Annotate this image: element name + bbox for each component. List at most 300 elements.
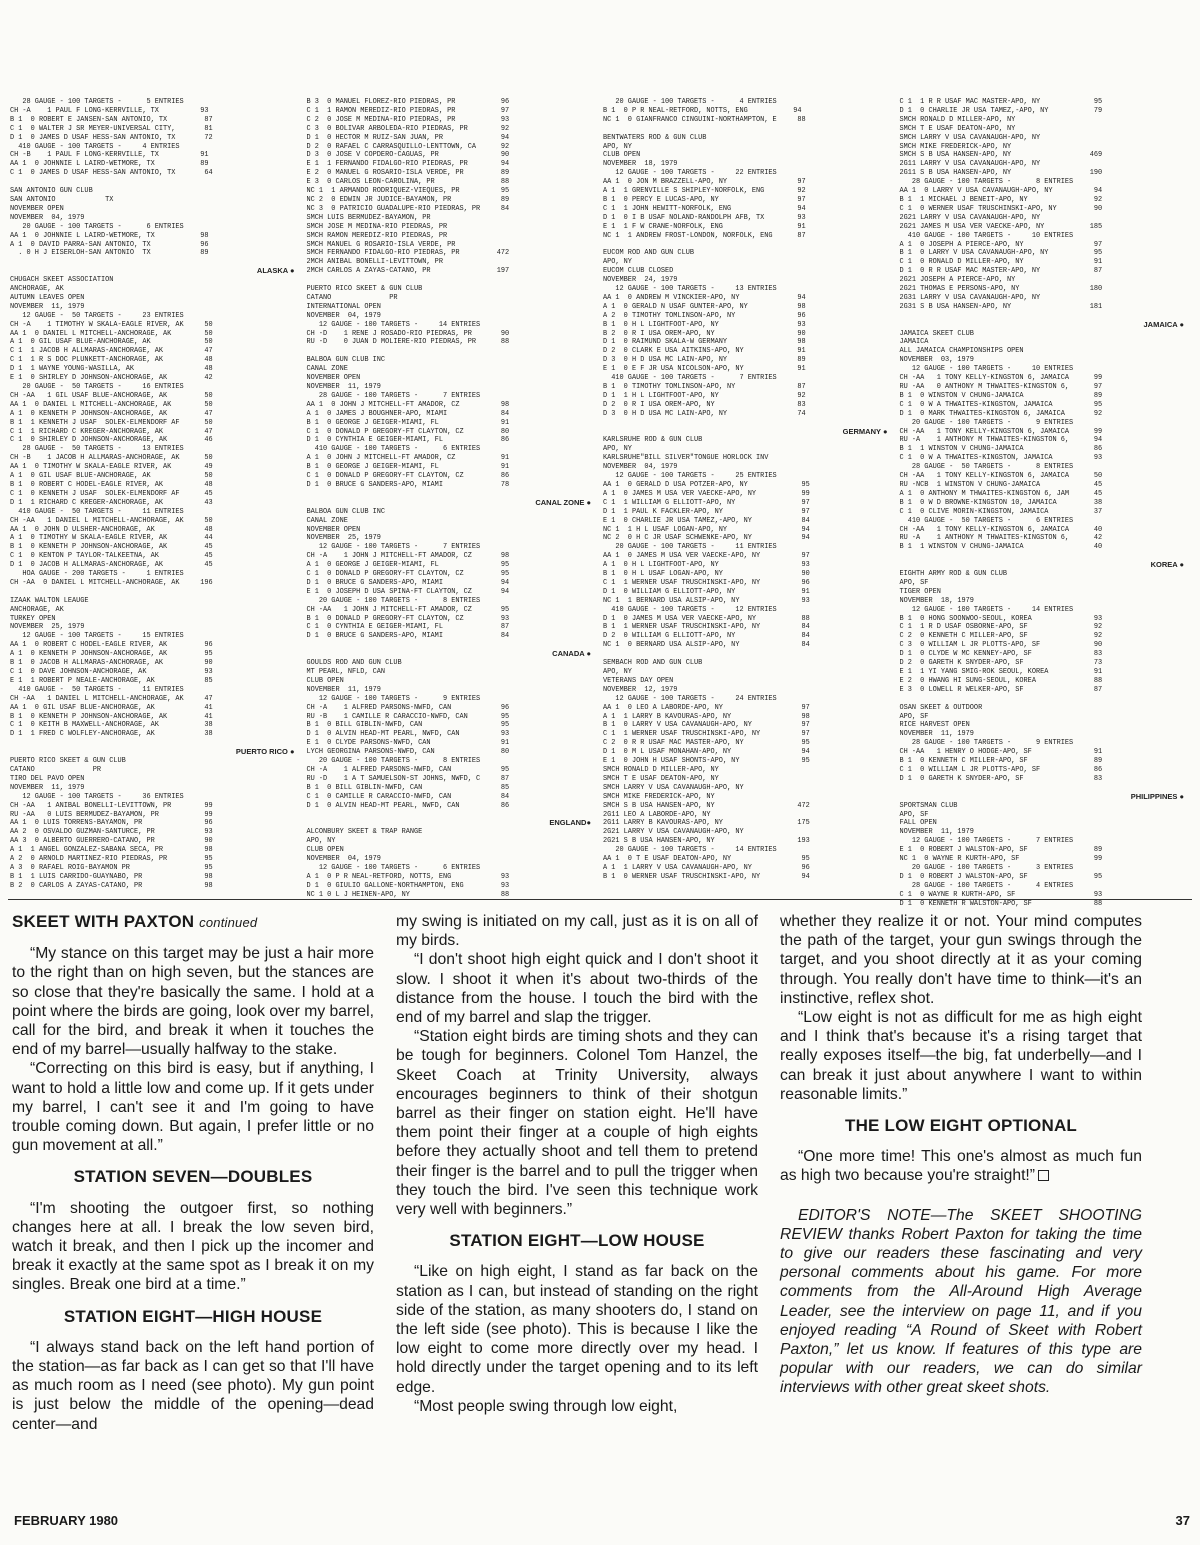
result-line: APO, NY xyxy=(603,445,632,454)
result-line: D 1 1 FRED C WOLFLEY-ANCHORAGE, AK 38 xyxy=(10,730,213,739)
result-line: E 1 0 CLYDE PARSONS-NWFD, CAN 91 xyxy=(306,739,510,748)
result-line: ANCHORAGE, AK xyxy=(10,605,64,614)
result-line: 2MCH ANIBAL BONELLI-LEVITTOWN, PR xyxy=(306,258,443,267)
result-line: D 1 0 HECTOR M RUIZ-SAN JUAN, PR 94 xyxy=(306,133,510,142)
result-line: INTERNATIONAL OPEN xyxy=(306,302,381,311)
result-line: D 3 0 JOSE V COPDERO-CAGUAS, PR 90 xyxy=(306,151,510,160)
result-line: A 1 0 GIL USAF BLUE-ANCHORAGE, AK 50 xyxy=(10,472,213,481)
result-line: NOVEMBER 04, 1979 xyxy=(306,311,381,320)
result-line: ALL JAMAICA CHAMPIONSHIPS OPEN xyxy=(899,347,1024,356)
result-line: 28 GAUGE - 100 TARGETS - 5 ENTRIES xyxy=(10,98,184,106)
result-line: KARLSRUHE"BILL SILVER"TONGUE HORLOCK INV xyxy=(603,454,769,463)
result-line: D 1 0 JAMES M USA VER VAECKE-APO, NY 88 xyxy=(603,614,810,623)
result-line: SMCH FERNANDO FIDALGO-RIO PIEDRAS, PR 472 xyxy=(306,249,510,258)
result-line: B 1 0 W D BROWNE-KINGSTON 10, JAMAICA 38 xyxy=(899,498,1103,507)
result-line: 2G31 S B USA HANSEN-APO, NY 181 xyxy=(899,302,1103,311)
result-line: NC 2 0 EDWIN JR JUDICE-BAYAMON, PR 89 xyxy=(306,195,510,204)
result-line: 12 GAUGE - 100 TARGETS - 10 ENTRIES xyxy=(899,365,1074,374)
result-line: 12 GAUGE - 100 TARGETS - 25 ENTRIES xyxy=(603,472,777,481)
result-line: E 3 0 LOWELL R WELKER-APO, SF 87 xyxy=(899,685,1103,694)
result-line: 410 GAUGE - 50 TARGETS - 11 ENTRIES xyxy=(10,685,184,694)
result-line: CH -A 1 ALFRED PARSONS-NWFD, CAN 95 xyxy=(306,765,510,774)
result-line: C 1 0 DONALD P GREGORY-FT CLAYTON, CZ 86 xyxy=(306,472,510,481)
result-line: RU -D 1 A T SAMUELSON-ST JOHNS, NWFD, C 87 xyxy=(306,774,510,783)
result-line: E 1 0 E F JR USA NICOLSON-APO, NY 91 xyxy=(603,365,806,374)
result-line: ANCHORAGE, AK xyxy=(10,285,64,294)
result-line: EIGHTH ARMY ROD & GUN CLUB xyxy=(899,570,1008,579)
result-line: CH -AA 1 DANIEL L MITCHELL-ANCHORAGE, AK 47 xyxy=(10,694,213,703)
article-column-1 xyxy=(12,912,374,1502)
result-line: C 1 0 CYNTHIA E GEIGER-MIAMI, FL 87 xyxy=(306,623,510,632)
result-line: APO, NY xyxy=(306,837,336,846)
result-line: 2MCH CARLOS A ZAYAS-CATANO, PR 197 xyxy=(306,267,510,276)
result-line: CH -A 1 JOHN J MITCHELL-FT AMADOR, CZ 98 xyxy=(306,552,510,561)
result-line: C 1 0 CLIVE MORIN-KINGSTON, JAMAICA 37 xyxy=(899,507,1103,516)
result-line: 2G21 THOMAS E PERSONS-APO, NY 180 xyxy=(899,285,1103,294)
paragraph: whether they realize it or not. Your mind computes the path of the target, your gun swings through the target, and you shoot directly at it as your coming through. You really don't have time to think—it's an instinctive, reflex shot. xyxy=(780,913,1142,1007)
result-line: SPORTSMAN CLUB xyxy=(899,801,958,810)
result-line: NC 1 0 WAYNE R KURTH-APO, SF 99 xyxy=(899,855,1103,864)
result-line: SMCH MANUEL G ROSARIO-ISLA VERDE, PR xyxy=(306,240,456,249)
result-line: VETERANS DAY OPEN xyxy=(603,676,674,685)
result-line: NOVEMBER 12, 1979 xyxy=(603,685,678,694)
article-title-text: SKEET WITH PAXTON xyxy=(12,912,195,931)
paragraph: “Most people swing through low eight, xyxy=(414,1397,678,1415)
result-line: RU -NCB 1 WINSTON V CHUNG-JAMAICA 45 xyxy=(899,480,1103,489)
result-line: APO, NY xyxy=(603,668,632,676)
paragraph: “I don't shoot high eight quick and I don't shoot it slow. I shoot it when it's about two-thirds of the distance from the house. I touch the bird with the end of my barrel and slap the trigger. xyxy=(396,951,758,1027)
result-line: NOVEMBER 25, 1979 xyxy=(10,623,85,632)
result-line: D 1 1 PAUL K FACKLER-APO, NY 97 xyxy=(603,507,810,516)
result-line: D 1 0 ALVIN HEAD-MT PEARL, NWFD, CAN 86 xyxy=(306,801,510,810)
result-line: A 1 0 JAMES J BOUGHNER-APO, MIAMI 84 xyxy=(306,409,510,418)
result-line: E 1 1 FERNANDO FIDALGO-RIO PIEDRAS, PR 94 xyxy=(306,160,510,169)
result-line: APO, NY xyxy=(603,142,632,151)
result-line: AA 1 0 JOHN J MITCHELL-FT AMADOR, CZ 98 xyxy=(306,400,510,409)
closing-quote: “One more time! This one's almost as much fun as high two because you're straight!” xyxy=(780,1148,1142,1185)
result-line: A 1 1 ANGEL GONZALEZ-SABANA SECA, PR 98 xyxy=(10,846,213,855)
result-line: B 3 0 MANUEL FLOREZ-RIO PIEDRAS, PR 96 xyxy=(306,98,510,106)
result-line: NOVEMBER 11, 1979 xyxy=(899,730,974,739)
result-line: SMCH S B USA HANSEN-APO, NY 472 xyxy=(603,801,810,810)
result-line: SMCH RONALD D MILLER-APO, NY xyxy=(603,765,719,774)
result-line: C 1 0 KENTON P TAYLOR-TALKEETNA, AK 45 xyxy=(10,552,213,561)
result-line: B 1 0 ROBERT E JANSEN-SAN ANTONIO, TX 87 xyxy=(10,115,213,124)
result-line: C 3 0 BOLIVAR ARBOLEDA-RIO PIEDRAS, PR 92 xyxy=(306,124,510,133)
result-line: CH -AA 1 HENRY O HODGE-APO, SF 91 xyxy=(899,748,1103,757)
result-line: HOA GAUGE - 200 TARGETS - 1 ENTRIES xyxy=(10,570,184,579)
result-line: E 2 0 MANUEL G ROSARIO-ISLA VERDE, PR 89 xyxy=(306,169,510,178)
result-line: 410 GAUGE - 100 TARGETS - 4 ENTRIES xyxy=(10,142,180,151)
result-line: AA 1 0 DANIEL L MITCHELL-ANCHORAGE, AK 50 xyxy=(10,329,213,338)
result-line: D 2 0 RAFAEL C CARRASQUILLO-LENTTOWN, CA 92 xyxy=(306,142,510,151)
article-column-3 xyxy=(780,912,1142,1502)
result-line: AA 1 0 GIL USAF BLUE-ANCHORAGE, AK 41 xyxy=(10,703,213,712)
result-line: 28 GAUGE - 50 TARGETS - 8 ENTRIES xyxy=(899,463,1074,472)
result-line: AA 2 0 OSVALDO GUZMAN-SANTURCE, PR 93 xyxy=(10,828,213,837)
result-line: APO, SF xyxy=(899,578,929,587)
result-line: TIRO DEL PAVO OPEN xyxy=(10,774,85,783)
result-line: A 1 1 LARRY V USA CAVANAUGH-APO, NY 96 xyxy=(603,863,810,872)
result-line: D 1 0 WILLIAM G ELLIOTT-APO, NY 91 xyxy=(603,587,810,596)
result-line: C 1 1 WILLIAM G ELLIOTT-APO, NY 97 xyxy=(603,498,810,507)
result-line: 2G11 LARRY B KAVOURAS-APO, NY 175 xyxy=(603,819,810,828)
result-line: BENTWATERS ROD & GUN CLUB xyxy=(603,133,707,142)
result-line: 28 GAUGE - 100 TARGETS - 9 ENTRIES xyxy=(899,739,1074,748)
result-line: D 1 0 CYNTHIA E GEIGER-MIAMI, FL 86 xyxy=(306,436,510,445)
result-line: B 1 0 H L LIGHTFOOT-APO, NY 93 xyxy=(603,320,806,329)
result-line: 12 GAUGE - 100 TARGETS - 15 ENTRIES xyxy=(10,632,184,641)
result-line: B 1 0 WERNER USAF TRUSCHINSKI-APO, NY 94 xyxy=(603,872,810,881)
result-line: RU -A 1 ANTHONY M THWAITES-KINGSTON 6, 42 xyxy=(899,534,1103,543)
result-line: D 1 0 RAIMUND SKALA-W GERMANY 98 xyxy=(603,338,806,347)
result-line: JAMAICA SKEET CLUB xyxy=(899,329,974,338)
end-mark-icon xyxy=(1038,1170,1049,1181)
paragraph: “Station eight birds are timing shots and they can be tough for beginners. Colonel Tom Hanzel, the Skeet Coach at Trinity University, always encourages beginners to think of their shotgun barrel as their finger on station eight. He'll have them point their finger at a couple of high eights before they actually shoot and tell them to pretend their finger is the barrel and to pull the trigger when they touch the bird. I've seen this technique work very well with beginners.” xyxy=(396,1028,758,1219)
result-line: AUTUMN LEAVES OPEN xyxy=(10,293,85,302)
result-line: 410 GAUGE - 50 TARGETS - 6 ENTRIES xyxy=(899,516,1074,525)
result-line: SEMBACH ROD AND GUN CLUB xyxy=(603,659,703,668)
result-line: B 1 0 TIMOTHY TOMLINSON-APO, NY 87 xyxy=(603,383,806,391)
result-line: B 1 0 LARRY V USA CAVANAUGH-APO, NY 95 xyxy=(899,249,1103,258)
result-line: AA 1 0 ROBERT C HODEL-EAGLE RIVER, AK 96 xyxy=(10,641,213,650)
result-line: B 1 0 JACOB H ALLMARAS-ANCHORAGE, AK 90 xyxy=(10,659,213,668)
result-line: CH -A 1 TIMOTHY W SKALA-EAGLE RIVER, AK 50 xyxy=(10,320,213,329)
result-line: D 1 1 H L LIGHTFOOT-APO, NY 92 xyxy=(603,391,806,400)
result-line: 12 GAUGE - 100 TARGETS - 36 ENTRIES xyxy=(10,792,184,801)
result-line: B 1 0 KENNETH P JOHNSON-ANCHORAGE, AK 45 xyxy=(10,543,213,552)
result-line: B 2 0 R I USA OREM-APO, NY 90 xyxy=(603,329,806,338)
result-line: SMCH T E USAF DEATON-APO, NY xyxy=(603,774,719,783)
result-line: C 1 1 R S DOC PLUNKETT-ANCHORAGE, AK 48 xyxy=(10,356,213,365)
result-line: E 1 1 YI YANG SMIG-ROK SEOUL, KOREA 91 xyxy=(899,668,1103,676)
result-line: APO, NY xyxy=(603,258,632,267)
result-line: B 1 0 BILL GIBLIN-NWFD, CAN 85 xyxy=(306,783,510,792)
result-line: C 1 1 JACOB H ALLMARAS-ANCHORAGE, AK 47 xyxy=(10,347,213,356)
result-line: A 1 0 P R NEAL-RETFORD, NOTTS, ENG 93 xyxy=(306,872,510,881)
result-line: CH -AA 1 TONY KELLY-KINGSTON 6, JAMAICA 99 xyxy=(899,374,1103,383)
result-line: C 1 1 RICHARD C KREGER-ANCHORAGE, AK 47 xyxy=(10,427,213,436)
result-line: NC 1 0 GIANFRANCO CINGUINI-NORTHAMPTON, E 88 xyxy=(603,115,806,124)
region-heading: CANAL ZONE ● xyxy=(535,497,591,507)
result-line: D 1 0 MARK THWAITES-KINGSTON 6, JAMAICA 92 xyxy=(899,409,1103,418)
result-line: RU -D 0 JUAN D MOLIERE-RIO PIEDRAS, PR 88 xyxy=(306,338,510,347)
result-line: B 1 1 WINSTON V CHUNG-JAMAICA 40 xyxy=(899,543,1103,552)
result-line: A 1 0 H L LIGHTFOOT-APO, NY 93 xyxy=(603,561,810,570)
result-line: E 2 0 HWANG HI SUNG-SEOUL, KOREA 88 xyxy=(899,676,1103,685)
result-line: C 1 1 JOHN HEWITT-NORFOLK, ENG 94 xyxy=(603,204,806,213)
result-line: ALCONBURY SKEET & TRAP RANGE xyxy=(306,828,423,837)
result-line: CH -AA 1 TONY KELLY-KINGSTON 6, JAMAICA 50 xyxy=(899,472,1103,481)
result-line: NOVEMBER 11, 1979 xyxy=(10,302,85,311)
result-line: C 1 0 WERNER USAF TRUSCHINSKI-APO, NY 90 xyxy=(899,204,1103,213)
result-line: C 1 0 JAMES D USAF HESS-SAN ANTONIO, TX 64 xyxy=(10,169,213,178)
result-line: SMCH LARRY V USA CAVANAUGH-APO, NY xyxy=(899,133,1041,142)
result-line: APO, SF xyxy=(899,810,929,819)
region-heading: ENGLAND● xyxy=(549,818,591,828)
result-line: A 1 0 JAMES M USA VER VAECKE-APO, NY 99 xyxy=(603,489,810,498)
result-line: NC 3 0 PATRICIO GUADALUPE-RIO PIEDRAS, PR 84 xyxy=(306,204,510,213)
result-line: C 1 0 KENNETH J USAF SOLEK-ELMENDORF AF 45 xyxy=(10,489,213,498)
result-line: D 2 0 CLARK E USA AITKINS-APO, NY 91 xyxy=(603,347,806,356)
result-line: D 1 0 BRUCE G SANDERS-APO, MIAMI 78 xyxy=(306,480,510,489)
result-line: C 1 0 W A THWAITES-KINGSTON, JAMAICA 95 xyxy=(899,400,1103,409)
result-line: SMCH LARRY V USA CAVANAUGH-APO, NY xyxy=(603,783,744,792)
result-line: D 1 0 CHARLIE JR USA TAMEZ,-APO, NY 79 xyxy=(899,106,1103,115)
result-line: 12 GAUGE - 100 TARGETS - 22 ENTRIES xyxy=(603,169,777,178)
result-line: CANAL ZONE xyxy=(306,365,348,374)
result-line: SMCH MIKE FREDERICK-APO, NY xyxy=(899,142,1012,151)
subheading-low-eight-optional: THE LOW EIGHT OPTIONAL xyxy=(845,1116,1077,1136)
result-line: D 1 0 R R USAF MAC MASTER-APO, NY 87 xyxy=(899,267,1103,276)
result-line: C 2 0 R R USAF MAC MASTER-APO, NY 95 xyxy=(603,739,810,748)
results-column-4 xyxy=(899,98,1191,908)
result-line: AA 1 0 LEO A LABORDE-APO, NY 97 xyxy=(603,703,810,712)
result-line: RU -AA 0 ANTHONY M THWAITES-KINGSTON 6, 97 xyxy=(899,383,1103,391)
region-heading: PUERTO RICO ● xyxy=(235,747,295,757)
result-line: KARLSRUHE ROD & GUN CLUB xyxy=(603,436,703,445)
result-line: TIGER OPEN xyxy=(899,587,941,596)
result-line: E 1 1 ROBERT P NEALE-ANCHORAGE, AK 85 xyxy=(10,676,213,685)
result-line: 12 GAUGE - 100 TARGETS - 6 ENTRIES xyxy=(306,863,481,872)
result-line: C 3 0 WILLIAM L JR PLOTTS-APO, SF 90 xyxy=(899,641,1103,650)
result-line: D 1 0 M L USAF MONAHAN-APO, NY 94 xyxy=(603,748,810,757)
result-line: B 1 0 LARRY V USA CAVANAUGH-APO, NY 97 xyxy=(603,721,810,730)
result-line: 410 GAUGE - 100 TARGETS - 12 ENTRIES xyxy=(603,605,777,614)
region-heading: ALASKA ● xyxy=(256,266,295,276)
region-heading: GERMANY ● xyxy=(842,426,888,436)
result-line: B 1 1 WINSTON V CHUNG-JAMAICA 86 xyxy=(899,445,1103,454)
result-line xyxy=(900,552,1191,561)
result-line: SMCH RAMON MEREDIZ-RIO PIEDRAS, PR xyxy=(306,231,448,240)
result-line: 2G21 JOSEPH A PIERCE-APO, NY xyxy=(899,276,1016,285)
result-line: SAN ANTONIO TX xyxy=(10,195,114,204)
result-line: SMCH JOSE M MEDINA-RIO PIEDRAS, PR xyxy=(306,222,448,231)
result-line: C 1 0 SHIRLEY D JOHNSON-ANCHORAGE, AK 46 xyxy=(10,436,213,445)
result-line: A 3 0 RAFAEL ROIG-BAYAMON PR 95 xyxy=(10,863,213,872)
result-line: FALL OPEN xyxy=(899,819,937,828)
result-line xyxy=(10,588,301,597)
result-line: C 1 0 KEITH B MAXWELL-ANCHORAGE, AK 38 xyxy=(10,721,213,730)
result-line: D 1 0 ROBERT J WALSTON-APO, SF 95 xyxy=(899,872,1103,881)
result-line: 28 GAUGE - 100 TARGETS - 8 ENTRIES xyxy=(899,178,1074,187)
result-line: CHUGACH SKEET ASSOCIATION xyxy=(10,276,114,285)
result-line: C 1 0 W A THWAITES-KINGSTON, JAMAICA 93 xyxy=(899,454,1103,463)
result-line: PUERTO RICO SKEET & GUN CLUB xyxy=(306,285,423,294)
issue-date: FEBRUARY 1980 xyxy=(14,1513,119,1528)
result-line: NOVEMBER 18, 1979 xyxy=(899,596,974,605)
result-line: AA 1 0 JON M BRAZZELL-APO, NY 97 xyxy=(603,178,806,187)
subheading-station-eight-low: STATION EIGHT—LOW HOUSE xyxy=(449,1231,705,1251)
result-line: 2G21 LARRY V USA CAVANAUGH-APO, NY xyxy=(603,828,744,837)
result-line: RICE HARVEST OPEN xyxy=(899,721,970,730)
result-line: NOVEMBER 11, 1979 xyxy=(306,685,381,694)
result-line: AA 1 0 JOHN D ULSHER-ANCHORAGE, AK 48 xyxy=(10,525,213,534)
result-line: 12 GAUGE - 100 TARGETS - 9 ENTRIES xyxy=(306,694,481,703)
result-line: OSAN SKEET & OUTDOOR xyxy=(899,703,983,712)
result-line: D 2 0 R I USA OREM-APO, NY 83 xyxy=(603,400,806,409)
result-line: AA 3 0 ALBERTO GUERRERO-CATANO, PR 90 xyxy=(10,837,213,846)
result-line: E 3 0 CARLOS LEON-CAROLINA, PR 88 xyxy=(306,178,510,187)
result-line: 12 GAUGE - 100 TARGETS - 7 ENTRIES xyxy=(306,543,481,552)
result-line: RU -A 1 ANTHONY M THWAITES-KINGSTON 6, 94 xyxy=(899,436,1103,445)
result-line: B 1 0 P R NEAL-RETFORD, NOTTS, ENG 94 xyxy=(603,106,802,115)
result-line: EUCOM CLUB CLOSED xyxy=(603,267,674,276)
result-line: NOVEMBER 25, 1979 xyxy=(306,534,381,543)
result-line: B 2 0 CARLOS A ZAYAS-CATANO, PR 98 xyxy=(10,881,213,890)
result-line: BALBOA GUN CLUB INC xyxy=(306,507,386,516)
result-line: D 3 0 H D USA MC LAIN-APO, NY 89 xyxy=(603,356,806,365)
result-line: CH -B 1 JACOB H ALLMARAS-ANCHORAGE, AK 50 xyxy=(10,454,213,463)
result-line: NOVEMBER 04, 1979 xyxy=(603,463,678,472)
result-line: 12 GAUGE - 100 TARGETS - 14 ENTRIES xyxy=(306,320,481,329)
result-line: D 1 0 CLYDE W MC KENNEY-APO, SF 83 xyxy=(899,650,1103,659)
result-line: NOVEMBER OPEN xyxy=(306,525,361,534)
result-line: SMCH LUIS BERMUDEZ-BAYAMON, PR xyxy=(306,213,431,222)
result-line: PUERTO RICO SKEET & GUN CLUB xyxy=(10,757,126,766)
result-line: 2G11 LARRY V USA CAVANAUGH-APO, NY xyxy=(899,160,1041,169)
result-line: EUCOM ROD AND GUN CLUB xyxy=(603,249,694,258)
result-line: D 2 0 WILLIAM G ELLIOTT-APO, NY 84 xyxy=(603,632,810,641)
result-line: E 1 0 JOSEPH D USA SPINA-FT CLAYTON, CZ 94 xyxy=(306,587,510,596)
section-divider xyxy=(8,899,1192,900)
result-line: B 1 0 GEORGE J GEIGER-MIAMI, FL 91 xyxy=(306,418,510,427)
region-heading: JAMAICA ● xyxy=(1143,319,1184,329)
paragraph: my swing is initiated on my call, just as it is on all of my birds. xyxy=(396,913,758,950)
result-line: 12 GAUGE - 100 TARGETS - 7 ENTRIES xyxy=(899,837,1074,846)
result-line: 410 GAUGE - 50 TARGETS - 11 ENTRIES xyxy=(10,507,184,516)
result-line: C 1 0 WILLIAM L JR PLOTTS-APO, SF 86 xyxy=(899,765,1103,774)
result-line xyxy=(307,347,598,356)
result-line: C 1 1 WERNER USAF TRUSCHINSKI-APO, NY 96 xyxy=(603,578,810,587)
result-line: A 1 0 GIL USAF BLUE-ANCHORAGE, AK 50 xyxy=(10,338,213,347)
result-line: C 1 1 R D USAF OSBORNE-APO, SF 92 xyxy=(899,623,1103,632)
result-line: B 1 0 KENNETH P JOHNSON-ANCHORAGE, AK 41 xyxy=(10,712,213,721)
result-line: C 2 0 JOSE M MEDINA-RIO PIEDRAS, PR 93 xyxy=(306,115,510,124)
result-line: C 1 1 WERNER USAF TRUSCHINSKI-APO, NY 97 xyxy=(603,730,810,739)
result-line: CANAL ZONE xyxy=(306,516,348,525)
result-line: IZAAK WALTON LEAUGE xyxy=(10,596,89,605)
result-line: B 1 0 BILL GIBLIN-NWFD, CAN 95 xyxy=(306,721,510,730)
result-line xyxy=(10,178,301,187)
result-line: B 1 0 WINSTON V CHUNG-JAMAICA 89 xyxy=(899,391,1103,400)
result-line: CH -AA 1 TONY KELLY-KINGSTON 6, JAMAICA 99 xyxy=(899,427,1103,436)
article-title xyxy=(12,912,374,932)
result-line: 20 GAUGE - 100 TARGETS - 9 ENTRIES xyxy=(899,418,1074,427)
result-line: A 1 0 DAVID PARRA-SAN ANTONIO, TX 96 xyxy=(10,240,209,249)
result-line: NC 1 1 ANDREW FROST-LONDON, NORFOLK, ENG 87 xyxy=(603,231,806,240)
article-column-2 xyxy=(396,912,758,1502)
result-line: B 1 1 MICHAEL J BENEIT-APO, NY 92 xyxy=(899,195,1103,204)
result-line: CATANO PR xyxy=(10,765,101,774)
result-line: AA 1 0 T E USAF DEATON-APO, NY 95 xyxy=(603,855,810,864)
result-line: B 1 0 DONALD P GREGORY-FT CLAYTON, CZ 93 xyxy=(306,614,510,623)
result-line: 410 GAUGE - 100 TARGETS - 10 ENTRIES xyxy=(899,231,1074,240)
result-line: C 1 1 RAMON MEREDIZ-RIO PIEDRAS, PR 97 xyxy=(306,106,510,115)
result-line: CH -D 1 RENE J ROSADO-RIO PIEDRAS, PR 90 xyxy=(306,329,510,338)
result-line: B 1 0 GEORGE J GEIGER-MIAMI, FL 91 xyxy=(306,463,510,472)
result-line: 12 GAUGE - 100 TARGETS - 13 ENTRIES xyxy=(603,285,777,294)
result-line: E 1 0 CHARLIE JR USA TAMEZ,-APO, NY 84 xyxy=(603,516,810,525)
result-line: CLUB OPEN xyxy=(603,151,641,160)
result-line: JAMAICA xyxy=(899,338,929,347)
result-line: 2G31 LARRY V USA CAVANAUGH-APO, NY xyxy=(899,293,1041,302)
region-heading: CANADA ● xyxy=(552,649,591,659)
result-line: B 1 1 KENNETH J USAF SOLEK-ELMENDORF AF 50 xyxy=(10,418,213,427)
article-title-continued: continued xyxy=(199,915,258,930)
result-line: C 1 0 RONALD D MILLER-APO, NY 91 xyxy=(899,258,1103,267)
result-line: CH -AA 1 DANIEL L MITCHELL-ANCHORAGE, AK 50 xyxy=(10,516,213,525)
result-line: D 1 0 I B USAF NOLAND-RANDOLPH AFB, TX 93 xyxy=(603,213,806,222)
result-line: D 1 0 ALVIN HEAD-MT PEARL, NWFD, CAN 93 xyxy=(306,730,510,739)
result-line xyxy=(900,695,1191,704)
result-line: MT PEARL, NFLD, CAN xyxy=(306,668,386,676)
result-line: SMCH T E USAF DEATON-APO, NY xyxy=(899,124,1016,133)
result-line: 2G11 LEO A LABORDE-APO, NY xyxy=(603,810,711,819)
result-line xyxy=(307,276,598,285)
paragraph xyxy=(780,1147,1142,1185)
result-line: LYCH GEORGINA PARSONS-NWFD, CAN 80 xyxy=(306,748,510,757)
result-line: D 3 0 H D USA MC LAIN-APO, NY 74 xyxy=(603,409,806,418)
result-line: CATANO PR xyxy=(306,293,398,302)
result-line: . 0 H J EISERLOH-SAN ANTONIO TX 89 xyxy=(10,249,209,258)
result-line: B 1 0 ROBERT C HODEL-EAGLE RIVER, AK 48 xyxy=(10,480,213,489)
result-line: A 1 0 KENNETH P JOHNSON-ANCHORAGE, AK 95 xyxy=(10,650,213,659)
result-line: BALBOA GUN CLUB INC xyxy=(306,356,386,365)
result-line: B 1 0 PERCY E LUCAS-APO, NY 97 xyxy=(603,195,806,204)
result-line: D 1 0 JACOB H ALLMARAS-ANCHORAGE, AK 45 xyxy=(10,561,213,570)
result-line: AA 1 0 GERALD D USA POTZER-APO, NY 95 xyxy=(603,480,810,489)
result-line: C 1 0 DONALD P GREGORY-FT CLAYTON, CZ 95 xyxy=(306,570,510,579)
result-line: D 1 0 JAMES D USAF HESS-SAN ANTONIO, TX 72 xyxy=(10,133,213,142)
result-line: 12 GAUGE - 100 TARGETS - 14 ENTRIES xyxy=(899,605,1074,614)
result-line: A 1 1 GRENVILLE S SHIPLEY-NORFOLK, ENG 92 xyxy=(603,187,806,196)
result-line: AA 1 0 JAMES M USA VER VAECKE-APO, NY 97 xyxy=(603,552,810,561)
result-line: A 2 0 ARNOLD MARTINEZ-RIO PIEDRAS, PR 95 xyxy=(10,855,213,864)
result-line: AA 1 0 LUIS TORRENS-BAYAMON, PR 96 xyxy=(10,819,213,828)
result-line: CH -A 1 PAUL F LONG-KERRVILLE, TX 93 xyxy=(10,106,209,115)
page-footer xyxy=(14,1513,1190,1531)
region-heading: PHILIPPINES ● xyxy=(1130,791,1184,801)
result-line: 20 GAUGE - 100 TARGETS - 8 ENTRIES xyxy=(306,757,481,766)
result-line: 20 GAUGE - 100 TARGETS - 8 ENTRIES xyxy=(306,596,481,605)
result-line: B 1 0 H L USAF LOGAN-APO, NY 90 xyxy=(603,570,810,579)
result-line: NC 1 1 ARMANDO RODRIQUEZ-VIEQUES, PR 95 xyxy=(306,187,510,196)
result-line: NOVEMBER OPEN xyxy=(306,374,361,383)
result-line: CLUB OPEN xyxy=(306,676,344,685)
result-line: 2G11 S B USA HANSEN-APO, NY 190 xyxy=(899,169,1103,178)
result-line: E 1 1 F W CRANE-NORFOLK, ENG 91 xyxy=(603,222,806,231)
result-line: AA 1 0 JOHNNIE L LAIRD-WETMORE, TX 89 xyxy=(10,160,209,169)
result-line: 20 GAUGE - 50 TARGETS - 16 ENTRIES xyxy=(10,383,184,391)
result-line: D 1 0 GIULIO GALLONE-NORTHAMPTON, ENG 93 xyxy=(306,881,510,890)
result-line: 20 GAUGE - 100 TARGETS - 4 ENTRIES xyxy=(603,98,777,106)
results-column-2 xyxy=(306,98,598,899)
result-line: NOVEMBER 04, 1979 xyxy=(306,855,381,864)
result-line: A 2 0 TIMOTHY TOMLINSON-APO, NY 96 xyxy=(603,311,806,320)
result-line: CH -B 1 PAUL F LONG-KERRVILLE, TX 91 xyxy=(10,151,209,160)
result-line: D 1 0 KENNETH R WALSTON-APO, SF 88 xyxy=(899,899,1103,908)
result-line: NOVEMBER 11, 1979 xyxy=(10,783,85,792)
result-line: NOVEMBER 18, 1979 xyxy=(603,160,678,169)
result-line: C 1 0 CAMILLE R CARACCIO-NWFD, CAN 84 xyxy=(306,792,510,801)
result-line: D 1 0 BRUCE G SANDERS-APO, MIAMI 94 xyxy=(306,578,510,587)
result-line: C 1 0 DONALD P GREGORY-FT CLAYTON, CZ 80 xyxy=(306,427,510,436)
result-line: A 1 0 TIMOTHY W SKALA-EAGLE RIVER, AK 44 xyxy=(10,534,213,543)
result-line: SMCH RONALD D MILLER-APO, NY xyxy=(899,115,1016,124)
result-line: C 1 0 WALTER J SR MEYER-UNIVERSAL CITY, 81 xyxy=(10,124,213,133)
result-line: NC 1 0 BERNARD USA ALSIP-APO, NY 84 xyxy=(603,641,810,650)
